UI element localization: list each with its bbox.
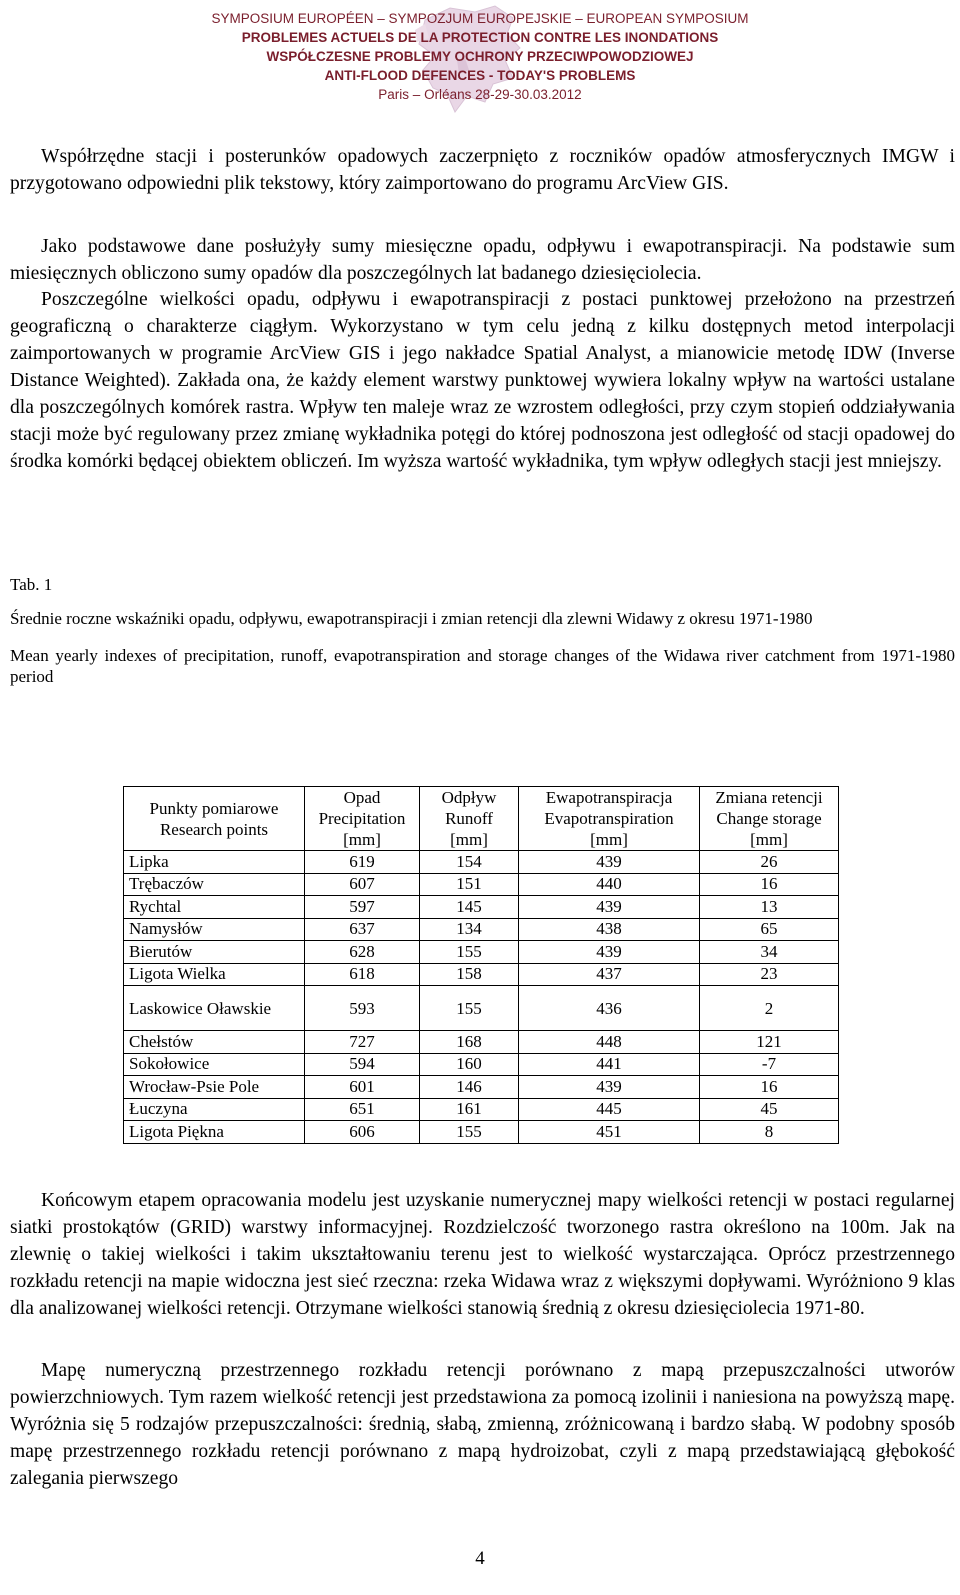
cell-evapotranspiration: 439 xyxy=(519,941,700,964)
cell-point: Chełstów xyxy=(124,1031,305,1054)
cell-precipitation: 594 xyxy=(305,1053,420,1076)
cell-precipitation: 593 xyxy=(305,986,420,1031)
header-line-5: Paris – Orléans 28-29-30.03.2012 xyxy=(378,87,582,102)
cell-runoff: 155 xyxy=(420,941,519,964)
cell-runoff: 134 xyxy=(420,918,519,941)
cell-storage-change: 34 xyxy=(700,941,839,964)
page-number: 4 xyxy=(475,1548,485,1569)
table-row xyxy=(124,1076,839,1099)
table-row xyxy=(124,918,839,941)
cell-precipitation: 607 xyxy=(305,873,420,896)
cell-evapotranspiration: 436 xyxy=(519,986,700,1031)
cell-point: Lipka xyxy=(124,851,305,874)
page-header xyxy=(0,0,960,120)
table-header-row xyxy=(124,787,839,851)
table-row xyxy=(124,896,839,919)
table-row xyxy=(124,1121,839,1144)
cell-point: Laskowice Oławskie xyxy=(124,986,305,1031)
table-row xyxy=(124,1053,839,1076)
cell-storage-change: 23 xyxy=(700,963,839,986)
paragraph-4: Końcowym etapem opracowania modelu jest uzyskanie numerycznej mapy wielkości retencji w postaci regularnej siatki prostokątów (GRID) warstwy informacyjnej. Rozdzielczość tworzonego rastra określono na 100m. Jak na zlewnię o takiej wielkości i takim ukształtowaniu terenu jest to wielkość wystarczająca. Oprócz przestrzennego rozkładu retencji na mapie widoczna jest sieć rzeczna: rzeka Widawa wraz z większymi dopływami. Wyróżniono 9 klas dla analizowanej wielkości retencji. Otrzymane wielkości stanowią średnią z okresu dziesięciolecia 1971-80. xyxy=(10,1190,955,1319)
cell-runoff: 155 xyxy=(420,1121,519,1144)
cell-runoff: 168 xyxy=(420,1031,519,1054)
cell-precipitation: 727 xyxy=(305,1031,420,1054)
cell-point: Namysłów xyxy=(124,918,305,941)
table-row xyxy=(124,1031,839,1054)
table-row xyxy=(124,941,839,964)
cell-point: Rychtal xyxy=(124,896,305,919)
paragraph-1: Współrzędne stacji i posterunków opadowych zaczerpnięto z roczników opadów atmosferycznych IMGW i przygotowano odpowiedni plik tekstowy, który zaimportowano do programu ArcView GIS. xyxy=(10,146,955,194)
cell-point: Wrocław-Psie Pole xyxy=(124,1076,305,1099)
cell-runoff: 160 xyxy=(420,1053,519,1076)
cell-evapotranspiration: 448 xyxy=(519,1031,700,1054)
cell-evapotranspiration: 445 xyxy=(519,1098,700,1121)
cell-storage-change: 16 xyxy=(700,1076,839,1099)
cell-evapotranspiration: 441 xyxy=(519,1053,700,1076)
cell-evapotranspiration: 439 xyxy=(519,896,700,919)
header-runoff: Odpływ Runoff [mm] xyxy=(420,787,519,851)
cell-storage-change: 16 xyxy=(700,873,839,896)
header-line-4: ANTI-FLOOD DEFENCES - TODAY'S PROBLEMS xyxy=(324,68,636,83)
cell-runoff: 151 xyxy=(420,873,519,896)
cell-precipitation: 597 xyxy=(305,896,420,919)
cell-precipitation: 601 xyxy=(305,1076,420,1099)
table-row xyxy=(124,963,839,986)
cell-runoff: 155 xyxy=(420,986,519,1031)
cell-storage-change: -7 xyxy=(700,1053,839,1076)
cell-storage-change: 26 xyxy=(700,851,839,874)
table-row xyxy=(124,986,839,1031)
header-line-2: PROBLEMES ACTUELS DE LA PROTECTION CONTRE LES INONDATIONS xyxy=(241,30,719,45)
cell-storage-change: 13 xyxy=(700,896,839,919)
header-precipitation: Opad Precipitation [mm] xyxy=(305,787,420,851)
cell-point: Trębaczów xyxy=(124,873,305,896)
paragraph-2: Jako podstawowe dane posłużyły sumy miesięczne opadu, odpływu i ewapotranspiracji. Na podstawie sum miesięcznych obliczono sumy opadów dla poszczególnych lat badanego dziesięciolecia. xyxy=(10,236,955,284)
cell-evapotranspiration: 437 xyxy=(519,963,700,986)
table-row xyxy=(124,851,839,874)
table-row xyxy=(124,873,839,896)
cell-point: Ligota Wielka xyxy=(124,963,305,986)
header-line-1: SYMPOSIUM EUROPÉEN – SYMPOZJUM EUROPEJSKIE – EUROPEAN SYMPOSIUM xyxy=(211,11,749,26)
table-row xyxy=(124,1098,839,1121)
cell-evapotranspiration: 451 xyxy=(519,1121,700,1144)
header-storage-change: Zmiana retencji Change storage [mm] xyxy=(700,787,839,851)
cell-point: Łuczyna xyxy=(124,1098,305,1121)
paragraph-3: Poszczególne wielkości opadu, odpływu i ewapotranspiracji z postaci punktowej przełożono na przestrzeń geograficzną o charakterze ciągłym. Wykorzystano w tym celu jedną z kilku dostępnych metod interpolacji zaimportowanych w programie ArcView GIS i jego nakładce Spatial Analyst, a mianowicie metodę IDW (Inverse Distance Weighted). Zakłada ona, że każdy element warstwy punktowej wywiera lokalny wpływ na wartości ustalane dla poszczególnych komórek rastra. Wpływ ten maleje wraz ze wzrostem odległości, przy czym stopień oddziaływania stacji może być regulowany przez zmianę wykładnika potęgi do której podnoszona jest odległość od stacji opadowej do środka komórki będącej obiektem obliczeń. Im wyższa wartość wykładnika, tym wpływ odległych stacji jest mniejszy. xyxy=(10,289,955,472)
cell-storage-change: 2 xyxy=(700,986,839,1031)
cell-point: Ligota Piękna xyxy=(124,1121,305,1144)
cell-precipitation: 606 xyxy=(305,1121,420,1144)
header-evapotranspiration: Ewapotranspiracja Evapotranspiration [mm] xyxy=(519,787,700,851)
header-line-3: WSPÓŁCZESNE PROBLEMY OCHRONY PRZECIWPOWODZIOWEJ xyxy=(266,49,694,64)
cell-evapotranspiration: 440 xyxy=(519,873,700,896)
header-points: Punkty pomiarowe Research points xyxy=(124,787,305,851)
cell-precipitation: 619 xyxy=(305,851,420,874)
cell-runoff: 154 xyxy=(420,851,519,874)
cell-precipitation: 637 xyxy=(305,918,420,941)
cell-precipitation: 651 xyxy=(305,1098,420,1121)
cell-storage-change: 121 xyxy=(700,1031,839,1054)
cell-runoff: 146 xyxy=(420,1076,519,1099)
cell-point: Sokołowice xyxy=(124,1053,305,1076)
data-table xyxy=(123,786,839,1144)
cell-runoff: 161 xyxy=(420,1098,519,1121)
cell-storage-change: 8 xyxy=(700,1121,839,1144)
table-caption-en: Mean yearly indexes of precipitation, runoff, evapotranspiration and storage changes of the Widawa river catchment from 1971-1980 period xyxy=(10,646,955,686)
table-label: Tab. 1 xyxy=(10,575,53,594)
cell-evapotranspiration: 439 xyxy=(519,1076,700,1099)
cell-evapotranspiration: 438 xyxy=(519,918,700,941)
cell-storage-change: 45 xyxy=(700,1098,839,1121)
paragraph-5: Mapę numeryczną przestrzennego rozkładu retencji porównano z mapą przepuszczalności utworów powierzchniowych. Tym razem wielkość retencji jest przedstawiona za pomocą izolinii i naniesiona na powyższą mapę. Wyróżnia się 5 rodzajów przepuszczalności: średnią, słabą, zmienną, zróżnicowaną i bardzo słabą. W podobny sposób mapę przestrzennego rozkładu retencji porównano z mapą hydroizobat, czyli z mapą przedstawiającą głębokość zalegania pierwszego xyxy=(10,1360,955,1489)
table-caption-pl: Średnie roczne wskaźniki opadu, odpływu, ewapotranspiracji i zmian retencji dla zlewni Widawy z okresu 1971-1980 xyxy=(10,609,813,628)
cell-point: Bierutów xyxy=(124,941,305,964)
cell-runoff: 158 xyxy=(420,963,519,986)
cell-runoff: 145 xyxy=(420,896,519,919)
cell-precipitation: 628 xyxy=(305,941,420,964)
cell-storage-change: 65 xyxy=(700,918,839,941)
cell-precipitation: 618 xyxy=(305,963,420,986)
cell-evapotranspiration: 439 xyxy=(519,851,700,874)
